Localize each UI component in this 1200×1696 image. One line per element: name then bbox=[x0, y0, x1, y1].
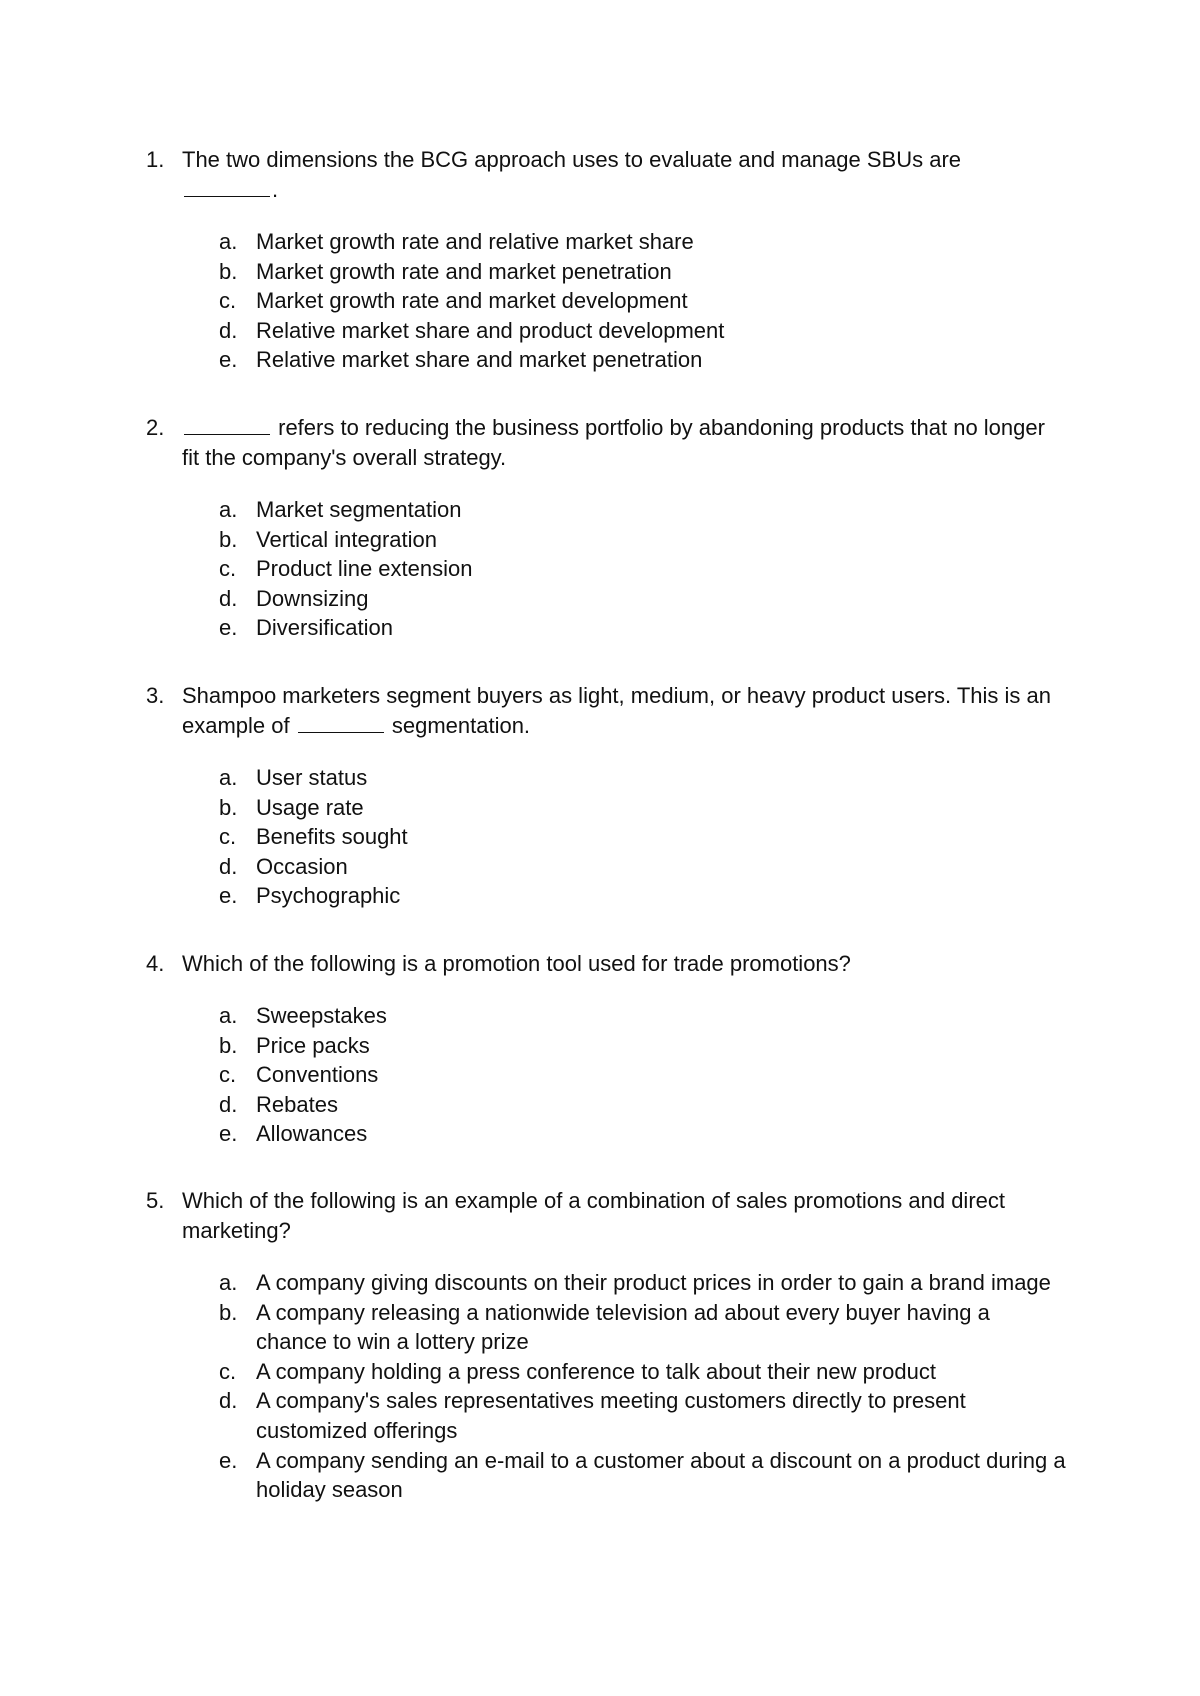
option-text: Relative market share and product development bbox=[256, 317, 725, 343]
option-a bbox=[219, 227, 1066, 257]
option-text: A company giving discounts on their product prices in order to gain a brand image bbox=[256, 1270, 1051, 1295]
option-c bbox=[219, 1357, 1066, 1387]
question-stem bbox=[146, 413, 1066, 473]
question-4 bbox=[146, 949, 1066, 1149]
option-text: Usage rate bbox=[256, 794, 364, 820]
option-text: Market growth rate and relative market share bbox=[256, 229, 694, 254]
stem-text: Which of the following is a promotion tool used for trade promotions? bbox=[182, 951, 851, 976]
option-text: Product line extension bbox=[256, 556, 473, 582]
option-text: Occasion bbox=[256, 853, 348, 879]
option-b bbox=[219, 257, 1066, 287]
option-text: Relative market share and market penetration bbox=[256, 347, 703, 373]
option-b bbox=[219, 1031, 1066, 1061]
option-a bbox=[219, 1268, 1066, 1298]
answer-blank bbox=[298, 714, 384, 733]
answer-blank bbox=[184, 178, 270, 197]
option-letter: c. bbox=[219, 1062, 237, 1088]
option-letter: c. bbox=[219, 824, 237, 850]
answer-blank bbox=[184, 416, 270, 435]
option-letter: d. bbox=[219, 1388, 238, 1414]
options-list bbox=[146, 763, 1066, 911]
option-letter: a. bbox=[219, 765, 238, 790]
question-stem bbox=[146, 145, 1066, 205]
question-2 bbox=[146, 413, 1066, 643]
question-number: 5. bbox=[146, 1188, 165, 1213]
option-text: Vertical integration bbox=[256, 526, 437, 552]
stem-text: The two dimensions the BCG approach uses to evaluate and manage SBUs are bbox=[182, 147, 962, 172]
option-text: Rebates bbox=[256, 1091, 338, 1117]
option-letter: b. bbox=[219, 794, 238, 820]
option-letter: a. bbox=[219, 1003, 238, 1028]
option-letter: d. bbox=[219, 317, 238, 343]
option-text: A company's sales representatives meeting customers directly to present customized offerings bbox=[256, 1388, 966, 1443]
stem-text-end: segmentation. bbox=[385, 713, 531, 738]
question-5 bbox=[146, 1186, 1066, 1505]
option-letter: c. bbox=[219, 288, 237, 314]
option-letter: d. bbox=[219, 853, 238, 879]
option-text: A company releasing a nationwide television ad about every buyer having a chance to win a lottery prize bbox=[256, 1299, 990, 1355]
option-d bbox=[219, 1386, 1066, 1445]
option-letter: d. bbox=[219, 585, 238, 611]
option-d bbox=[219, 584, 1066, 614]
option-letter: b. bbox=[219, 526, 238, 552]
option-letter: b. bbox=[219, 1032, 238, 1058]
option-letter: e. bbox=[219, 1447, 238, 1473]
question-stem bbox=[146, 681, 1066, 741]
question-number: 3. bbox=[146, 683, 165, 708]
option-text: User status bbox=[256, 765, 368, 790]
options-list bbox=[146, 1268, 1066, 1505]
question-3 bbox=[146, 681, 1066, 911]
option-text: Market growth rate and market development bbox=[256, 288, 688, 314]
options-list bbox=[146, 227, 1066, 375]
option-letter: b. bbox=[219, 258, 238, 284]
option-letter: d. bbox=[219, 1091, 238, 1117]
option-c bbox=[219, 1060, 1066, 1090]
option-e bbox=[219, 613, 1066, 643]
option-e bbox=[219, 1119, 1066, 1149]
option-text: Downsizing bbox=[256, 585, 369, 611]
option-text: A company holding a press conference to talk about their new product bbox=[256, 1358, 936, 1384]
option-text: Sweepstakes bbox=[256, 1003, 387, 1028]
option-a bbox=[219, 1001, 1066, 1031]
option-text: Diversification bbox=[256, 615, 393, 641]
option-e bbox=[219, 881, 1066, 911]
option-d bbox=[219, 852, 1066, 882]
option-c bbox=[219, 822, 1066, 852]
option-letter: c. bbox=[219, 556, 237, 582]
stem-text: Shampoo marketers segment buyers as light, medium, or heavy product users. This is an example of bbox=[182, 683, 1051, 738]
option-c bbox=[219, 554, 1066, 584]
option-text: Psychographic bbox=[256, 883, 401, 909]
option-text: Market segmentation bbox=[256, 497, 462, 522]
option-text: Conventions bbox=[256, 1062, 379, 1088]
option-c bbox=[219, 286, 1066, 316]
option-a bbox=[219, 495, 1066, 525]
option-d bbox=[219, 1090, 1066, 1120]
option-letter: a. bbox=[219, 229, 238, 254]
question-1 bbox=[146, 145, 1066, 375]
option-a bbox=[219, 763, 1066, 793]
option-b bbox=[219, 793, 1066, 823]
option-letter: e. bbox=[219, 1121, 238, 1147]
question-number: 1. bbox=[146, 147, 165, 172]
option-letter: c. bbox=[219, 1358, 237, 1384]
stem-text-end: . bbox=[272, 177, 279, 202]
option-b bbox=[219, 525, 1066, 555]
question-number: 2. bbox=[146, 415, 165, 440]
question-number: 4. bbox=[146, 951, 165, 976]
option-letter: b. bbox=[219, 1299, 238, 1325]
option-text: Benefits sought bbox=[256, 824, 408, 850]
stem-text: Which of the following is an example of a combination of sales promotions and direct marketing? bbox=[182, 1188, 1005, 1243]
question-stem bbox=[146, 949, 1066, 979]
option-letter: a. bbox=[219, 497, 238, 522]
option-text: Allowances bbox=[256, 1121, 368, 1147]
option-e bbox=[219, 1446, 1066, 1505]
option-letter: a. bbox=[219, 1270, 238, 1295]
option-text: A company sending an e-mail to a customer about a discount on a product during a holiday season bbox=[256, 1447, 1066, 1503]
option-letter: e. bbox=[219, 883, 238, 909]
options-list bbox=[146, 495, 1066, 643]
option-letter: e. bbox=[219, 615, 238, 641]
option-d bbox=[219, 316, 1066, 346]
stem-text: refers to reducing the business portfolio by abandoning products that no longer fit the company's overall strategy. bbox=[182, 415, 1045, 470]
option-letter: e. bbox=[219, 347, 238, 373]
option-text: Price packs bbox=[256, 1032, 370, 1058]
option-e bbox=[219, 345, 1066, 375]
question-stem bbox=[146, 1186, 1066, 1246]
option-text: Market growth rate and market penetration bbox=[256, 258, 672, 284]
option-b bbox=[219, 1298, 1066, 1357]
options-list bbox=[146, 1001, 1066, 1149]
